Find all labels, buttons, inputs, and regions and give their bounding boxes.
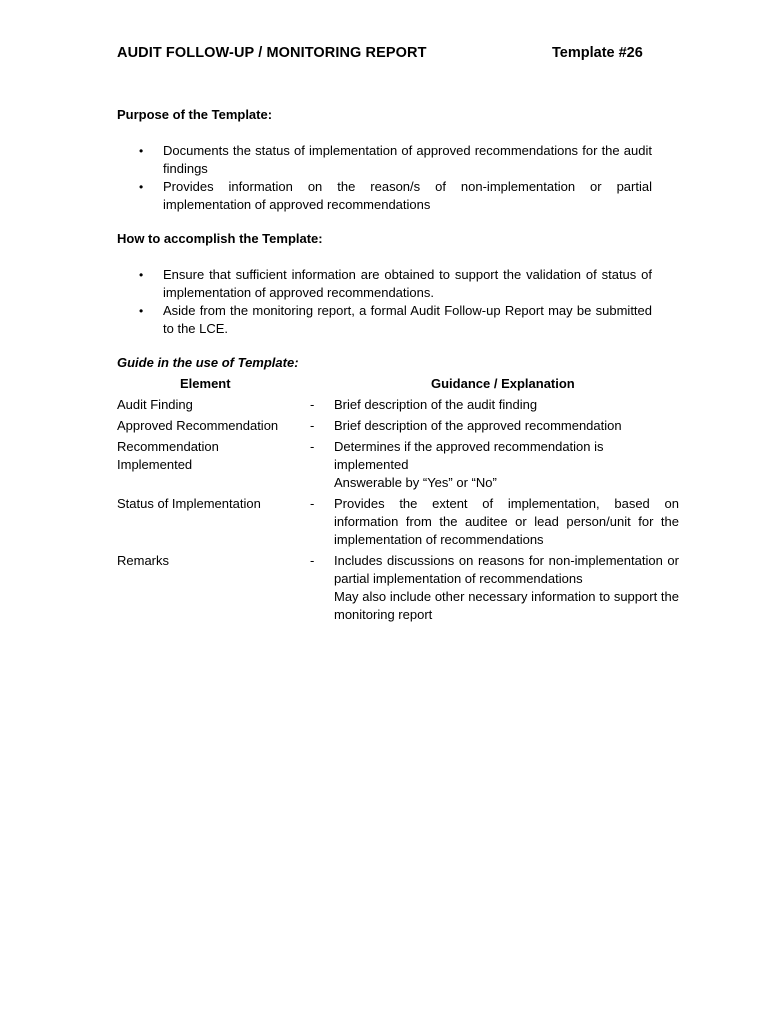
bullet-icon: • <box>139 268 144 282</box>
guidance-line: Determines if the approved recommendation is implemented <box>334 439 604 472</box>
row-guidance <box>334 417 679 435</box>
row-element: Audit Finding <box>117 397 193 412</box>
document-title: AUDIT FOLLOW-UP / MONITORING REPORT <box>117 45 427 61</box>
purpose-item-text: Documents the status of implementation of approved recommendations for the audit findings <box>163 143 652 176</box>
row-element: Recommendation Implemented <box>117 439 219 472</box>
guidance-line: Brief description of the audit finding <box>334 397 538 412</box>
list-item <box>117 302 652 338</box>
bullet-icon: • <box>139 180 144 194</box>
row-guidance <box>334 438 679 492</box>
row-element: Status of Implementation <box>117 496 261 511</box>
row-element: Approved Recommendation <box>117 418 279 433</box>
table-row <box>117 552 679 624</box>
guidance-line: Provides the extent of implementation, based on information from the auditee or lead person/unit for the implementation of recommendations <box>334 496 679 547</box>
column-header-guidance: Guidance / Explanation <box>431 376 575 391</box>
row-dash: - <box>310 418 315 433</box>
how-to-list <box>117 266 652 338</box>
how-to-item-text: Ensure that sufficient information are obtained to support the validation of status of implementation of approved recommendations. <box>163 267 652 300</box>
table-row <box>117 495 679 549</box>
bullet-icon: • <box>139 304 144 318</box>
list-item <box>117 266 652 302</box>
row-dash: - <box>310 496 315 511</box>
purpose-item-text: Provides information on the reason/s of non-implementation or partial implementation of approved recommendations <box>163 179 652 212</box>
row-guidance <box>334 552 679 624</box>
purpose-list <box>117 142 652 214</box>
row-element: Remarks <box>117 553 170 568</box>
row-guidance <box>334 495 679 549</box>
table-row <box>117 417 679 435</box>
bullet-icon: • <box>139 144 144 158</box>
table-row <box>117 438 679 492</box>
guide-table-header <box>117 376 679 396</box>
guide-heading: Guide in the use of Template: <box>117 355 299 370</box>
row-dash: - <box>310 439 315 454</box>
template-number: Template #26 <box>552 45 643 61</box>
column-header-element: Element <box>180 376 231 391</box>
guidance-line: May also include other necessary information to support the monitoring report <box>334 589 679 622</box>
guidance-line: Brief description of the approved recommendation <box>334 418 622 433</box>
purpose-heading: Purpose of the Template: <box>117 107 273 122</box>
row-guidance <box>334 396 679 414</box>
guide-table <box>117 376 679 627</box>
list-item <box>117 178 652 214</box>
list-item <box>117 142 652 178</box>
how-to-heading: How to accomplish the Template: <box>117 231 323 246</box>
row-dash: - <box>310 397 315 412</box>
guidance-line: Includes discussions on reasons for non-implementation or partial implementation of recommendations <box>334 553 679 586</box>
row-dash: - <box>310 553 315 568</box>
guidance-line: Answerable by “Yes” or “No” <box>334 475 497 490</box>
how-to-item-text: Aside from the monitoring report, a formal Audit Follow-up Report may be submitted to the LCE. <box>163 303 652 336</box>
table-row <box>117 396 679 414</box>
